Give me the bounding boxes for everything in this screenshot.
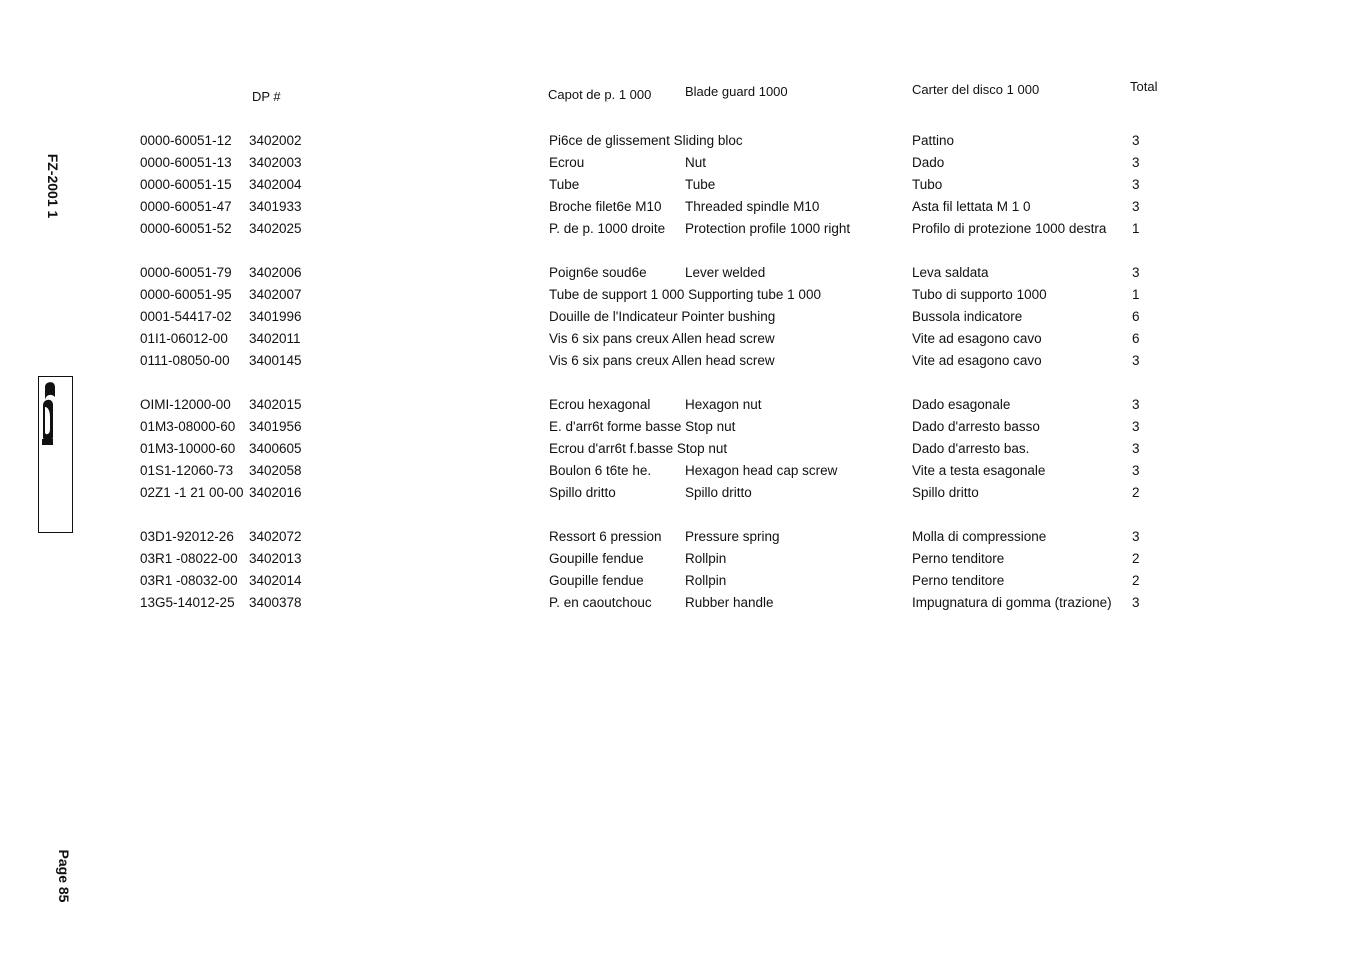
cell-total: 2 (1132, 485, 1140, 500)
header-french: Capot de p. 1 000 (548, 87, 652, 102)
table-row (0, 419, 1351, 441)
cell-en: Lever welded (685, 265, 766, 280)
cell-it: Impugnatura di gomma (trazione) (912, 595, 1112, 610)
cell-dp: 3400145 (249, 353, 302, 368)
cell-total: 3 (1132, 265, 1140, 280)
cell-en: Rollpin (685, 551, 727, 566)
cell-dp: 3401996 (249, 309, 302, 324)
cell-part: 0000-60051-52 (140, 221, 232, 236)
cell-dp: 3401956 (249, 419, 302, 434)
cell-dp: 3402025 (249, 221, 302, 236)
cell-total: 3 (1132, 133, 1140, 148)
cell-dp: 3400605 (249, 441, 302, 456)
cell-total: 1 (1132, 221, 1140, 236)
table-row (0, 463, 1351, 485)
header-total: Total (1130, 79, 1158, 94)
cell-en: Hexagon head cap screw (685, 463, 838, 478)
cell-fr: Broche filet6e M10 (549, 199, 662, 214)
cell-total: 6 (1132, 331, 1140, 346)
cell-fr: P. en caoutchouc (549, 595, 652, 610)
cell-it: Bussola indicatore (912, 309, 1023, 324)
cell-fr: Pi6ce de glissement Sliding bloc (549, 133, 743, 148)
header-dp-number: DP # (252, 89, 281, 104)
cell-it: Dado d'arresto bas. (912, 441, 1030, 456)
cell-dp: 3402003 (249, 155, 302, 170)
cell-en: Nut (685, 155, 707, 170)
cell-part: 13G5-14012-25 (140, 595, 235, 610)
header-italian: Carter del disco 1 000 (912, 82, 1040, 97)
cell-fr: P. de p. 1000 droite (549, 221, 666, 236)
table-row (0, 265, 1351, 287)
table-row (0, 595, 1351, 617)
cell-it: Perno tenditore (912, 551, 1005, 566)
cell-fr: Goupille fendue (549, 573, 644, 588)
cell-part: 01M3-08000-60 (140, 419, 236, 434)
cell-en: Rubber handle (685, 595, 774, 610)
table-row (0, 177, 1351, 199)
cell-en: Tube (685, 177, 716, 192)
cell-total: 2 (1132, 573, 1140, 588)
cell-dp: 3402016 (249, 485, 302, 500)
cell-fr: Ecrou (549, 155, 585, 170)
cell-part: 0000-60051-15 (140, 177, 232, 192)
cell-en: Spillo dritto (685, 485, 752, 500)
cell-it: Pattino (912, 133, 955, 148)
cell-dp: 3402011 (249, 331, 301, 346)
cell-en: Hexagon nut (685, 397, 762, 412)
cell-it: Dado d'arresto basso (912, 419, 1040, 434)
table-row (0, 551, 1351, 573)
table-row (0, 573, 1351, 595)
table-row (0, 397, 1351, 419)
cell-total: 3 (1132, 155, 1140, 170)
table-row (0, 155, 1351, 177)
cell-part: 0001-54417-02 (140, 309, 232, 324)
cell-fr: Douille de l'Indicateur Pointer bushing (549, 309, 776, 324)
cell-fr: Poign6e soud6e (549, 265, 647, 280)
cell-total: 3 (1132, 177, 1140, 192)
cell-it: Molla di compressione (912, 529, 1047, 544)
cell-fr: Ressort 6 pression (549, 529, 662, 544)
cell-dp: 3400378 (249, 595, 302, 610)
cell-it: Tubo (912, 177, 943, 192)
cell-part: 0000-60051-12 (140, 133, 232, 148)
cell-en: Pressure spring (685, 529, 780, 544)
cell-part: 0000-60051-47 (140, 199, 232, 214)
cell-total: 3 (1132, 419, 1140, 434)
cell-fr: E. d'arr6t forme basse Stop nut (549, 419, 736, 434)
cell-it: Asta fil lettata M 1 0 (912, 199, 1031, 214)
cell-dp: 3402015 (249, 397, 302, 412)
cell-total: 3 (1132, 199, 1140, 214)
table-row (0, 485, 1351, 507)
cell-dp: 3402002 (249, 133, 302, 148)
table-row (0, 133, 1351, 155)
table-row (0, 529, 1351, 551)
table-row (0, 199, 1351, 221)
cell-it: Dado (912, 155, 945, 170)
cell-dp: 3402006 (249, 265, 302, 280)
cell-it: Perno tenditore (912, 573, 1005, 588)
cell-it: Dado esagonale (912, 397, 1011, 412)
cell-dp: 3402007 (249, 287, 302, 302)
cell-part: 03D1-92012-26 (140, 529, 234, 544)
cell-it: Leva saldata (912, 265, 989, 280)
cell-dp: 3402004 (249, 177, 302, 192)
cell-fr: Spillo dritto (549, 485, 616, 500)
cell-fr: Boulon 6 t6te he. (549, 463, 652, 478)
cell-total: 3 (1132, 397, 1140, 412)
cell-en: Threaded spindle M10 (685, 199, 820, 214)
cell-part: 01I1-06012-00 (140, 331, 228, 346)
cell-fr: Ecrou hexagonal (549, 397, 651, 412)
table-row (0, 221, 1351, 243)
cell-it: Vite ad esagono cavo (912, 331, 1042, 346)
table-row (0, 309, 1351, 331)
cell-part: 03R1 -08032-00 (140, 573, 238, 588)
cell-part: 0111-08050-00 (140, 353, 230, 368)
cell-dp: 3402013 (249, 551, 302, 566)
cell-part: 0000-60051-79 (140, 265, 232, 280)
cell-fr: Vis 6 six pans creux Allen head screw (549, 331, 775, 346)
table-row (0, 287, 1351, 309)
cell-dp: 3401933 (249, 199, 302, 214)
cell-dp: 3402058 (249, 463, 302, 478)
table-row (0, 353, 1351, 375)
cell-total: 3 (1132, 529, 1140, 544)
cell-total: 3 (1132, 353, 1140, 368)
page-number: Page 85 (56, 849, 72, 903)
table-row (0, 331, 1351, 353)
cell-fr: Ecrou d'arr6t f.basse Stop nut (549, 441, 728, 456)
cell-it: Vite a testa esagonale (912, 463, 1046, 478)
cell-en: Protection profile 1000 right (685, 221, 851, 236)
cell-dp: 3402072 (249, 529, 302, 544)
cell-it: Vite ad esagono cavo (912, 353, 1042, 368)
cell-part: 01M3-10000-60 (140, 441, 236, 456)
cell-en: Rollpin (685, 573, 727, 588)
cell-fr: Tube (549, 177, 580, 192)
cell-total: 1 (1132, 287, 1140, 302)
cell-dp: 3402014 (249, 573, 302, 588)
cell-total: 2 (1132, 551, 1140, 566)
cell-fr: Vis 6 six pans creux Allen head screw (549, 353, 775, 368)
cell-it: Profilo di protezione 1000 destra (912, 221, 1107, 236)
table-row (0, 441, 1351, 463)
cell-total: 6 (1132, 309, 1140, 324)
document-code: FZ-2001 1 (45, 153, 61, 219)
cell-total: 3 (1132, 441, 1140, 456)
cell-part: 0000-60051-13 (140, 155, 232, 170)
cell-total: 3 (1132, 463, 1140, 478)
cell-part: 01S1-12060-73 (140, 463, 234, 478)
cell-it: Spillo dritto (912, 485, 979, 500)
cell-fr: Goupille fendue (549, 551, 644, 566)
cell-part: 0000-60051-95 (140, 287, 232, 302)
cell-part: 02Z1 -1 21 00-00 (140, 485, 244, 500)
cell-total: 3 (1132, 595, 1140, 610)
header-english: Blade guard 1000 (685, 84, 788, 99)
cell-part: OIMI-12000-00 (140, 397, 231, 412)
cell-fr: Tube de support 1 000 Supporting tube 1 000 (549, 287, 821, 302)
cell-part: 03R1 -08022-00 (140, 551, 238, 566)
cell-it: Tubo di supporto 1000 (912, 287, 1047, 302)
